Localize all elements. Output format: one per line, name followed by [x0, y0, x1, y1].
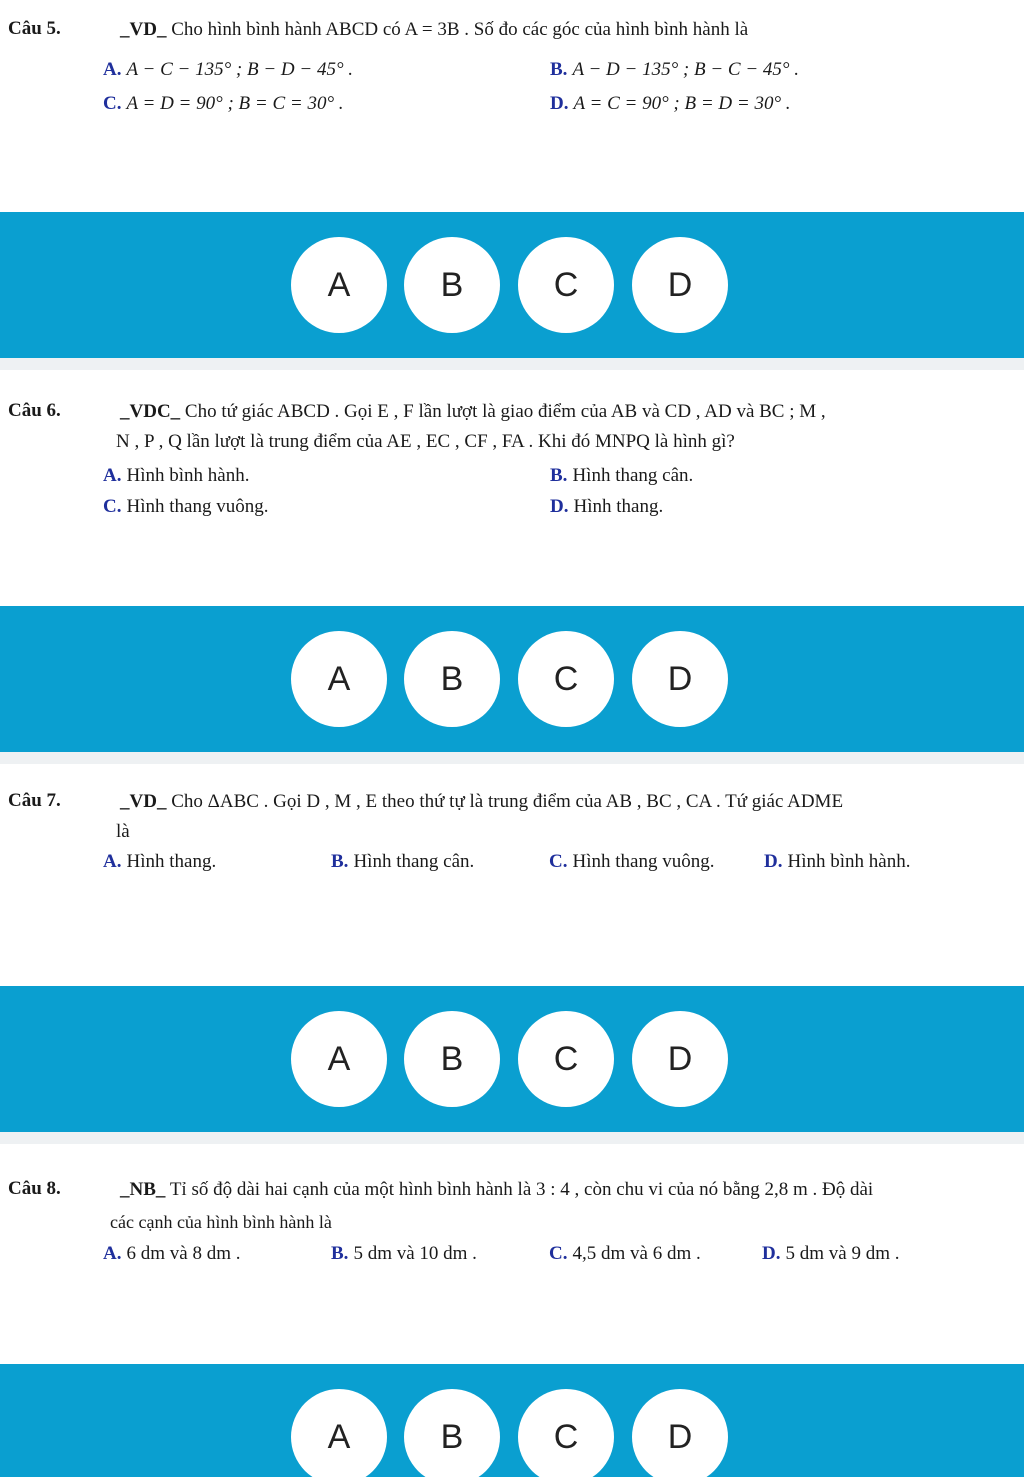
- option-d: D. Hình thang.: [550, 496, 664, 517]
- option-d: D. A = C = 90° ; B = D = 30° .: [550, 93, 791, 114]
- option-a: A. A − C − 135° ; B − D − 45° .: [103, 59, 354, 80]
- question-text-line-2: N , P , Q lần lượt là trung điểm của AE , EC , CF , FA . Khi đó MNPQ là hình gì?: [116, 431, 735, 452]
- question-6: [0, 370, 1024, 606]
- option-c: C. Hình thang vuông.: [549, 851, 715, 872]
- option-d: D. 5 dm và 9 dm .: [762, 1243, 900, 1264]
- question-text-line-2: là: [116, 821, 130, 842]
- question-number: Câu 7.: [8, 790, 61, 811]
- question-5: [0, 0, 1024, 212]
- question-text: [120, 790, 843, 814]
- answer-band-question-7: [0, 986, 1024, 1132]
- answer-choice-d[interactable]: D: [632, 1389, 728, 1477]
- answer-band-question-8: [0, 1364, 1024, 1477]
- question-level-tag: _VD_: [120, 791, 167, 812]
- answer-choice-d[interactable]: D: [632, 237, 728, 333]
- question-text: [120, 18, 748, 42]
- question-text-line-1: Cho tứ giác ABCD . Gọi E , F lần lượt là giao điểm của AB và CD , AD và BC ; M ,: [184, 401, 826, 422]
- question-level-tag: _VDC_: [120, 401, 181, 422]
- answer-choice-a[interactable]: A: [291, 1389, 387, 1477]
- option-a: A. 6 dm và 8 dm .: [103, 1243, 241, 1264]
- option-d: D. Hình bình hành.: [764, 851, 911, 872]
- question-8: [0, 1144, 1024, 1364]
- answer-choice-c[interactable]: C: [518, 631, 614, 727]
- option-c: C. A = D = 90° ; B = C = 30° .: [103, 93, 344, 114]
- divider: [0, 752, 1024, 764]
- option-a: A. Hình bình hành.: [103, 465, 250, 486]
- question-number: Câu 8.: [8, 1178, 61, 1199]
- option-c: C. Hình thang vuông.: [103, 496, 269, 517]
- question-text-line-1: Cho hình bình hành ABCD có A = 3B . Số đo các góc của hình bình hành là: [171, 19, 749, 40]
- question-text-line-2: các cạnh của hình bình hành là: [110, 1212, 332, 1232]
- answer-choice-b[interactable]: B: [404, 237, 500, 333]
- divider: [0, 1132, 1024, 1144]
- option-b: B. Hình thang cân.: [550, 465, 694, 486]
- option-b: B. A − D − 135° ; B − C − 45° .: [550, 59, 800, 80]
- question-text-line-1: Tỉ số độ dài hai cạnh của một hình bình hành là 3 : 4 , còn chu vi của nó bằng 2,8 m . Độ dài: [169, 1179, 874, 1200]
- answer-band-question-6: [0, 606, 1024, 752]
- question-number: Câu 5.: [8, 18, 61, 39]
- answer-choice-d[interactable]: D: [632, 631, 728, 727]
- answer-choice-b[interactable]: B: [404, 631, 500, 727]
- answer-choice-a[interactable]: A: [291, 1011, 387, 1107]
- question-level-tag: _NB_: [120, 1179, 166, 1200]
- question-number: Câu 6.: [8, 400, 61, 421]
- answer-band-question-5: [0, 212, 1024, 358]
- answer-choice-d[interactable]: D: [632, 1011, 728, 1107]
- answer-choice-c[interactable]: C: [518, 237, 614, 333]
- answer-choice-b[interactable]: B: [404, 1389, 500, 1477]
- answer-choice-c[interactable]: C: [518, 1011, 614, 1107]
- question-text: [120, 400, 826, 424]
- option-a: A. Hình thang.: [103, 851, 217, 872]
- question-text-line-1: Cho ΔABC . Gọi D , M , E theo thứ tự là trung điểm của AB , BC , CA . Tứ giác ADME: [171, 791, 844, 812]
- answer-choice-c[interactable]: C: [518, 1389, 614, 1477]
- answer-choice-b[interactable]: B: [404, 1011, 500, 1107]
- option-b: B. Hình thang cân.: [331, 851, 475, 872]
- answer-choice-a[interactable]: A: [291, 631, 387, 727]
- question-7: [0, 764, 1024, 986]
- answer-choice-a[interactable]: A: [291, 237, 387, 333]
- option-b: B. 5 dm và 10 dm .: [331, 1243, 477, 1264]
- question-text: [120, 1178, 873, 1202]
- option-c: C. 4,5 dm và 6 dm .: [549, 1243, 701, 1264]
- divider: [0, 358, 1024, 370]
- question-level-tag: _VD_: [120, 19, 167, 40]
